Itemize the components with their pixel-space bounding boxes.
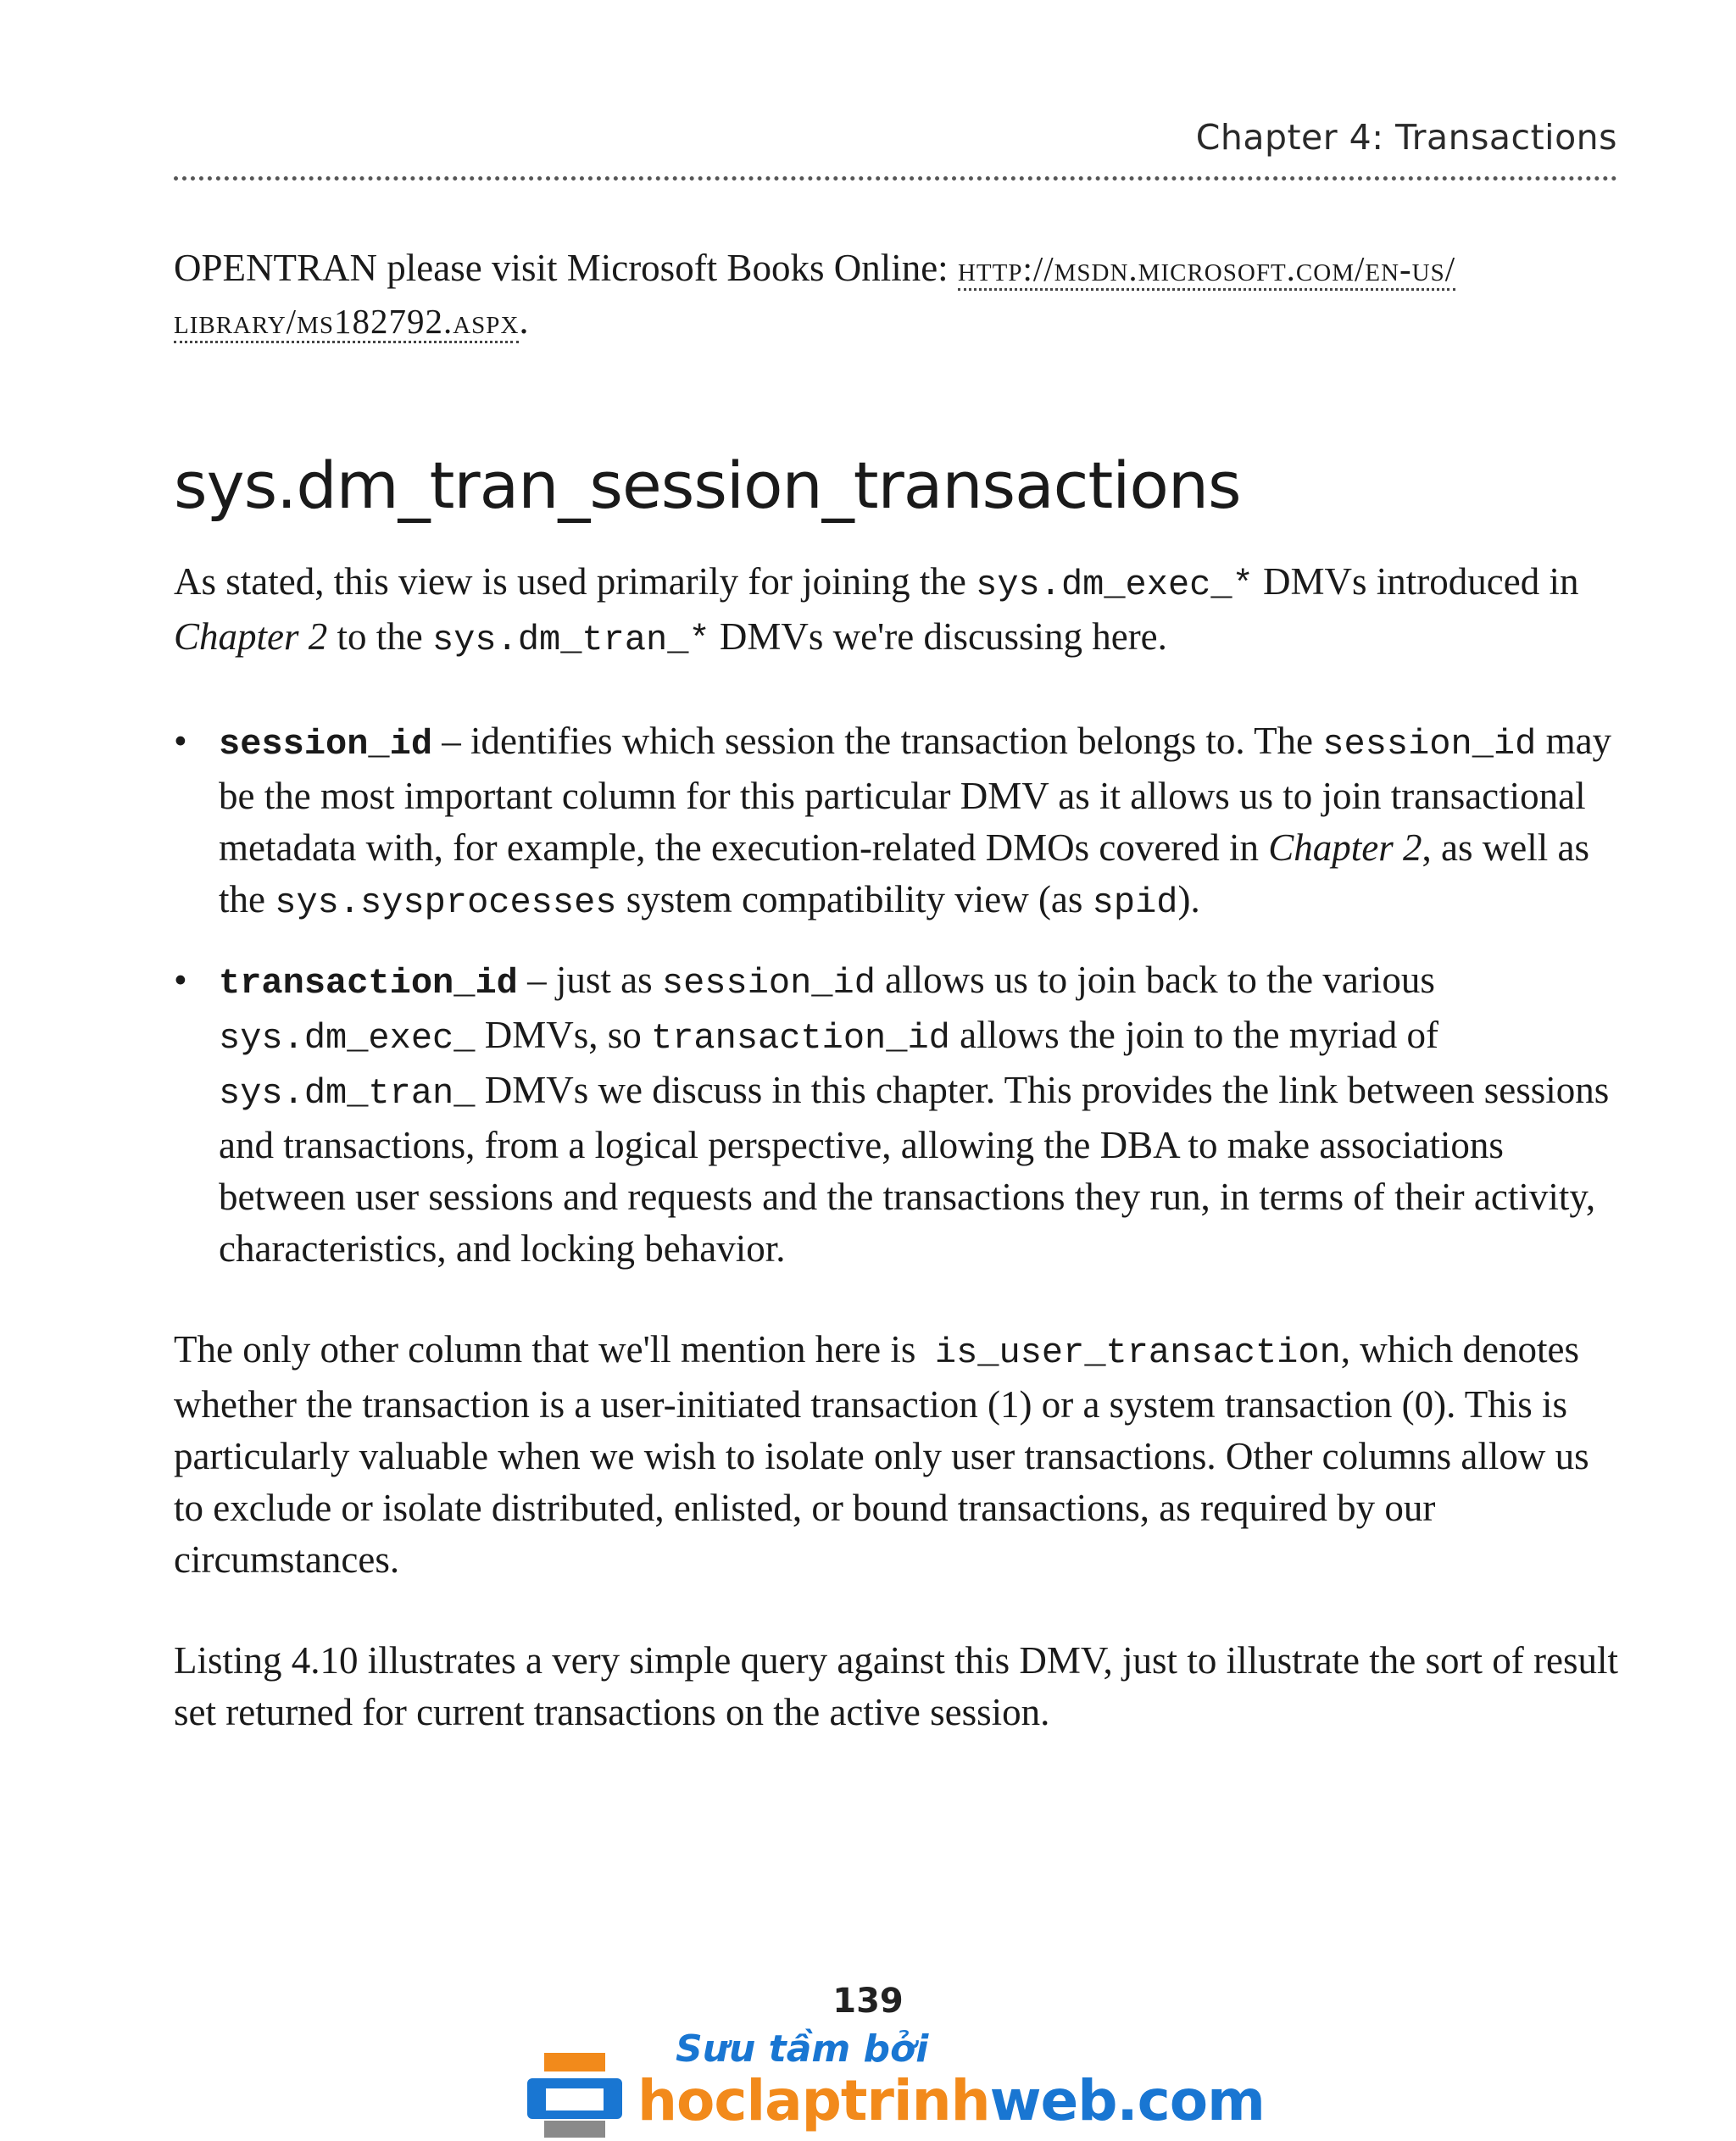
paragraph-code: is_user_transaction (934, 1332, 1341, 1373)
bullet-code: transaction_id (651, 1018, 950, 1059)
bullet-code: session_id (1322, 724, 1537, 765)
running-header: Chapter 4: Transactions (1195, 117, 1617, 158)
bullet-code: spid (1092, 882, 1178, 923)
opening-paragraph (174, 242, 1619, 348)
bullet-text: DMVs we discuss in this chapter. This provides the link between sessions and transactions, from a logical perspective, allowing the DBA to make associations between user sessions and requests and the transactions they run, in terms of their activity, characteristics, and locking behavior. (219, 1069, 1610, 1270)
bullet-text: may be the most important column for this particular DMV as it allows us to join transactional metadata with, for example, the execution-related DMOs covered in (219, 720, 1612, 869)
bullet-text: DMVs, so (475, 1014, 651, 1056)
printer-logo-icon (527, 2053, 622, 2138)
bullet-code: sys.dm_tran_ (219, 1073, 476, 1114)
bullet-dot: • (174, 720, 187, 762)
intro-text-1: As stated, this view is used primarily for joining the (174, 560, 976, 603)
header-dotted-rule (174, 176, 1617, 181)
intro-paragraph (174, 556, 1619, 666)
intro-code-exec: sys.dm_exec_* (976, 564, 1254, 605)
bullet-term: session_id (219, 724, 433, 765)
intro-text-4: DMVs we're discussing here. (709, 615, 1167, 658)
bullet-text: – identifies which session the transaction belongs to. The (432, 720, 1323, 762)
bullet-text: , as well as the (219, 826, 1589, 920)
paragraph-text: The only other column that we'll mention here is (174, 1328, 935, 1371)
opening-text: OPENTRAN please visit Microsoft Books Online: (174, 247, 958, 289)
intro-chapter-ref: Chapter 2 (174, 615, 328, 658)
watermark-caption: Sưu tầm bởi (676, 2027, 929, 2071)
watermark-logo (527, 2027, 1265, 2138)
bullet-code: session_id (661, 963, 876, 1004)
bullet-text: allows the join to the myriad of (949, 1014, 1439, 1056)
page-body (174, 242, 1619, 1738)
intro-text-2: DMVs introduced in (1253, 560, 1579, 603)
column-bullet-list (174, 715, 1619, 1275)
bullet-code: sys.sysprocesses (275, 882, 617, 923)
msdn-link-line2: library/ms182792.aspx (174, 302, 520, 341)
msdn-link-line1: http://msdn.microsoft.com/en-us/ (957, 249, 1456, 288)
intro-code-tran: sys.dm_tran_* (432, 620, 710, 660)
paragraph-text: , which denotes whether the transaction is a user-initiated transaction (1) or a system transaction (0). This is particularly valuable when we wish to isolate only user transactions. Other columns allow us to exclude or isolate distributed, enlisted, or bound transactions, as required by our circumstances. (174, 1328, 1589, 1581)
bullet-transaction-id (174, 954, 1619, 1275)
opening-period: . (519, 299, 529, 342)
bullet-text: allows us to join back to the various (875, 959, 1435, 1001)
bullet-session-id (174, 715, 1619, 929)
watermark-brand-part2: web.com (989, 2068, 1265, 2133)
bullet-chapter-ref: Chapter 2 (1268, 826, 1422, 869)
bullet-dot: • (174, 959, 187, 1001)
watermark-brand-part1: hoclaptrinh (637, 2068, 990, 2133)
bullet-code: sys.dm_exec_ (219, 1018, 476, 1059)
intro-text-3: to the (327, 615, 432, 658)
bullet-text: ). (1177, 878, 1200, 920)
page-number: 139 (832, 1982, 904, 2021)
other-column-paragraph (174, 1324, 1619, 1586)
bullet-term: transaction_id (219, 963, 518, 1004)
section-heading: sys.dm_tran_session_transactions (174, 448, 1241, 523)
bullet-text: system compatibility view (as (616, 878, 1093, 920)
watermark-brand (637, 2068, 1265, 2133)
listing-paragraph: Listing 4.10 illustrates a very simple query against this DMV, just to illustrate the sort of result set returned for current transactions on the active session. (174, 1639, 1618, 1733)
bullet-text: – just as (517, 959, 662, 1001)
